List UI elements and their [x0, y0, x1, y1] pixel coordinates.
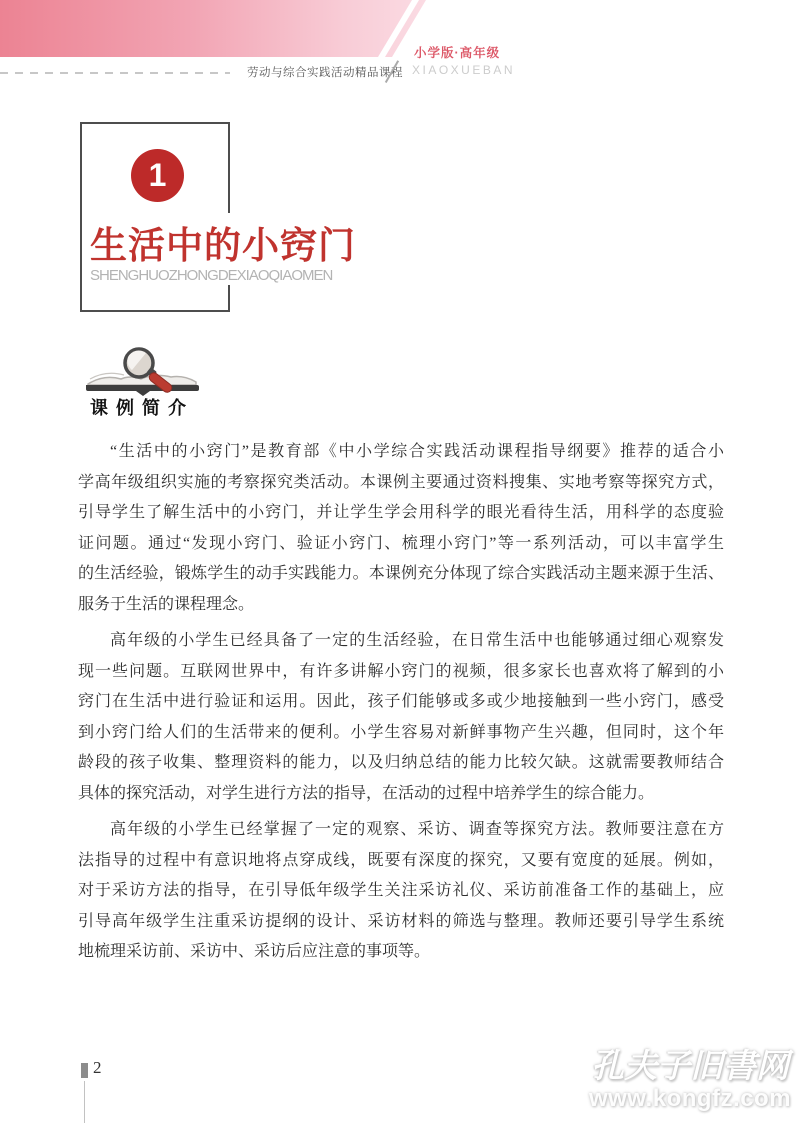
paragraph-line: 学高年级组织实施的考察探究类活动。本课例主要通过资料搜集、实地考察等探究方式， — [78, 473, 724, 491]
chapter-title-pinyin: SHENGHUOZHONGDEXIAOQIAOMEN — [87, 266, 338, 285]
watermark-site-url: www.kongfz.com — [588, 1085, 792, 1112]
paragraph-line: 现一些问题。互联网世界中，有许多讲解小窍门的视频，很多家长也喜欢将了解到的小 — [78, 662, 724, 680]
footer-vertical-rule — [84, 1081, 85, 1123]
watermark-site-name: 孔夫子旧書网 — [591, 1049, 789, 1085]
paragraph-line: 地梳理采访前、采访中、采访后应注意的事项等。 — [78, 943, 431, 960]
edition-pinyin: XIAOXUEBAN — [412, 63, 516, 77]
paragraph-line: 具体的探究活动，对学生进行方法的指导，在活动的过程中培养学生的综合能力。 — [78, 784, 655, 802]
paragraph — [78, 815, 724, 968]
chapter-title: 生活中的小窍门 — [86, 213, 362, 271]
section-heading: 课例简介 — [90, 398, 194, 418]
course-series-label: 劳动与综合实践活动精品课程 — [247, 67, 403, 79]
paragraph-line: “生活中的小窍门”是教育部《中小学综合实践活动课程指导纲要》推荐的适合小 — [110, 443, 724, 460]
paragraph — [78, 626, 724, 809]
paragraph-line: 到小窍门给人们的生活带来的便利。小学生容易对新鲜事物产生兴趣，但同时，这个年 — [78, 723, 724, 741]
page-number-marker — [81, 1063, 88, 1078]
paragraph-line: 的生活经验，锻炼学生的动手实践能力。本课例充分体现了综合实践活动主题来源于生活、 — [78, 565, 724, 582]
edition-label: 小学版·高年级 — [414, 46, 501, 60]
paragraph-line: 龄段的孩子收集、整理资料的能力，以及归纳总结的能力比较欠缺。这就需要教师结合 — [78, 754, 724, 771]
paragraph-line: 服务于生活的课程理念。 — [78, 595, 255, 613]
paragraph-line: 法指导的过程中有意识地将点穿成线，既要有深度的探究，又要有宽度的延展。例如， — [78, 851, 724, 869]
paragraph-line: 窍门在生活中进行验证和运用。因此，孩子们能够或多或少地接触到一些小窍门，感受 — [78, 693, 724, 710]
body-text — [78, 437, 724, 968]
page-number: 2 — [93, 1058, 102, 1077]
book-magnifier-svg — [76, 344, 210, 400]
paragraph-line: 证问题。通过“发现小窍门、验证小窍门、梳理小窍门”等一系列活动，可以丰富学生 — [78, 534, 724, 552]
paragraph-line: 对于采访方法的指导，在引导低年级学生关注采访礼仪、采访前准备工作的基础上，应 — [78, 882, 724, 899]
header-pink-band — [0, 0, 430, 57]
paragraph-line: 引导学生了解生活中的小窍门，并让学生学会用科学的眼光看待生活，用科学的态度验 — [78, 504, 724, 521]
paragraph-line: 高年级的小学生已经掌握了一定的观察、采访、调查等探究方法。教师要注意在方 — [110, 821, 724, 838]
chapter-number-badge: 1 — [131, 149, 184, 202]
paragraph-line: 引导高年级学生注重采访提纲的设计、采访材料的筛选与整理。教师还要引导学生系统 — [78, 912, 724, 930]
paragraph-line: 高年级的小学生已经具备了一定的生活经验，在日常生活中也能够通过细心观察发 — [110, 632, 724, 649]
paragraph — [78, 437, 724, 620]
header-dashed-line — [0, 72, 230, 74]
watermark — [585, 1040, 795, 1113]
